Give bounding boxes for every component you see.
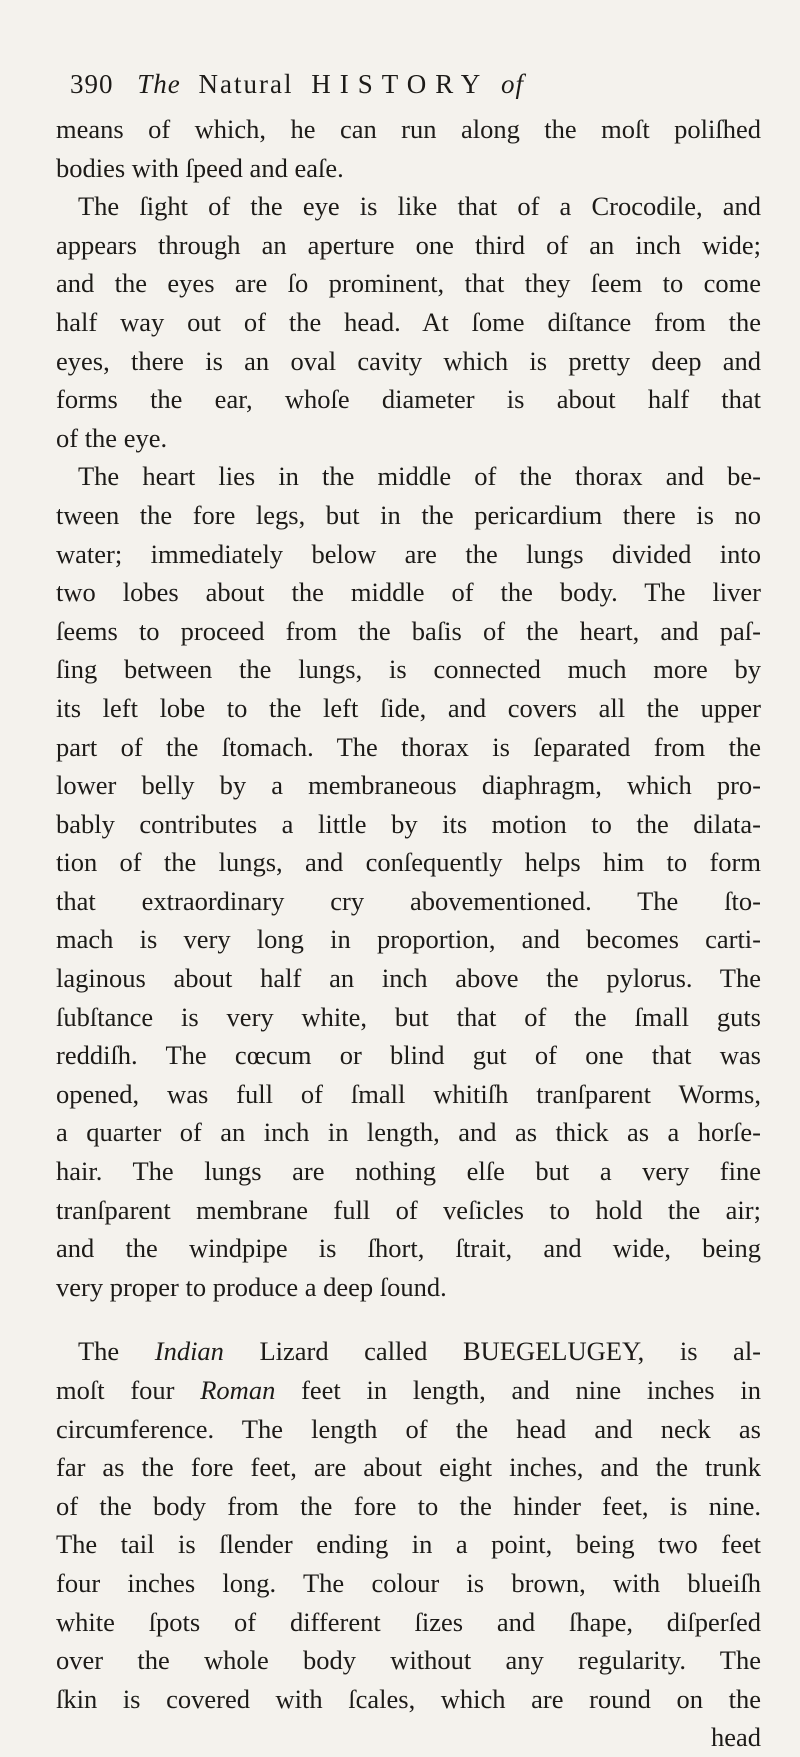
header-history: HISTORY — [311, 69, 490, 99]
text-line: of the eye. — [56, 422, 168, 453]
text-line: eyes, there is an oval cavity which is pretty deep and — [56, 345, 761, 376]
text-run: moſt four — [56, 1375, 201, 1405]
body-text — [56, 110, 761, 1757]
text-line: The tail is ſlender ending in a point, being two feet — [56, 1529, 761, 1560]
text-line: four inches long. The colour is brown, with blueiſh — [56, 1567, 761, 1598]
text-line: ſkin is covered with ſcales, which are round on the — [56, 1683, 761, 1714]
text-line: water; immediately below are the lungs divided into — [56, 538, 761, 569]
text-line — [56, 1332, 761, 1371]
text-line: its left lobe to the left ſide, and covers all the upper — [56, 692, 761, 723]
text-line: appears through an aperture one third of an inch wide; — [56, 229, 761, 260]
text-line: lower belly by a membraneous diaphragm, which pro- — [56, 770, 761, 801]
italic-word: Indian — [154, 1336, 224, 1367]
text-line: opened, was full of ſmall whitiſh tranſparent Worms, — [56, 1078, 761, 1109]
text-line: bably contributes a little by its motion to the dilata- — [56, 808, 761, 839]
running-header — [70, 68, 710, 100]
text-line: The ſight of the eye is like that of a Crocodile, and — [78, 191, 761, 222]
text-line: that extraordinary cry abovementioned. The ſto- — [56, 885, 761, 916]
text-run: Lizard called BUEGELUGEY, is al- — [223, 1336, 762, 1367]
text-line: mach is very long in proportion, and becomes carti- — [56, 924, 761, 955]
text-run: The — [78, 1336, 155, 1367]
text-line: far as the fore feet, are about eight inches, and the trunk — [56, 1452, 761, 1483]
paragraph-gap — [56, 1306, 761, 1332]
text-line: ſeems to proceed from the baſis of the heart, and paſ- — [56, 615, 761, 646]
text-run: feet in length, and nine inches in — [275, 1375, 761, 1405]
text-line: circumference. The length of the head and neck as — [56, 1413, 761, 1444]
italic-word: Roman — [200, 1375, 276, 1405]
text-line: bodies with ſpeed and eaſe. — [56, 152, 344, 183]
text-line: ſubſtance is very white, but that of the ſmall guts — [56, 1001, 761, 1032]
text-line — [56, 1371, 761, 1410]
text-line: forms the ear, whoſe diameter is about half that — [56, 384, 761, 415]
text-line: tween the fore legs, but in the pericardium there is no — [56, 499, 761, 530]
text-line: two lobes about the middle of the body. The liver — [56, 577, 761, 608]
header-of: of — [501, 69, 525, 99]
text-line: laginous about half an inch above the pylorus. The — [56, 963, 761, 994]
text-line: half way out of the head. At ſome diſtance from the — [56, 306, 761, 337]
text-line: white ſpots of different ſizes and ſhape, diſperſed — [56, 1606, 761, 1637]
catchword: head — [710, 1722, 761, 1753]
text-line: ſing between the lungs, is connected much more by — [56, 654, 761, 685]
text-line: and the eyes are ſo prominent, that they ſeem to come — [56, 268, 761, 299]
text-line: tion of the lungs, and conſequently helps him to form — [56, 847, 761, 878]
text-line: and the windpipe is ſhort, ſtrait, and wide, being — [56, 1233, 761, 1264]
text-line: a quarter of an inch in length, and as thick as a horſe- — [56, 1117, 761, 1148]
text-line: reddiſh. The cœcum or blind gut of one that was — [56, 1040, 761, 1071]
text-line: part of the ſtomach. The thorax is ſeparated from the — [56, 731, 761, 762]
text-line: over the whole body without any regularity. The — [56, 1645, 761, 1676]
text-line: of the body from the fore to the hinder feet, is nine. — [56, 1490, 761, 1521]
text-line: tranſparent membrane full of veſicles to hold the air; — [56, 1194, 761, 1225]
header-natural: Natural — [198, 69, 294, 99]
text-line: means of which, he can run along the moſt poliſhed — [56, 114, 761, 144]
header-the: The — [137, 69, 181, 99]
text-line: very proper to produce a deep ſound. — [56, 1271, 447, 1302]
page-number: 390 — [70, 69, 114, 99]
text-line: hair. The lungs are nothing elſe but a very fine — [56, 1156, 761, 1187]
text-line: The heart lies in the middle of the thorax and be- — [78, 461, 761, 492]
